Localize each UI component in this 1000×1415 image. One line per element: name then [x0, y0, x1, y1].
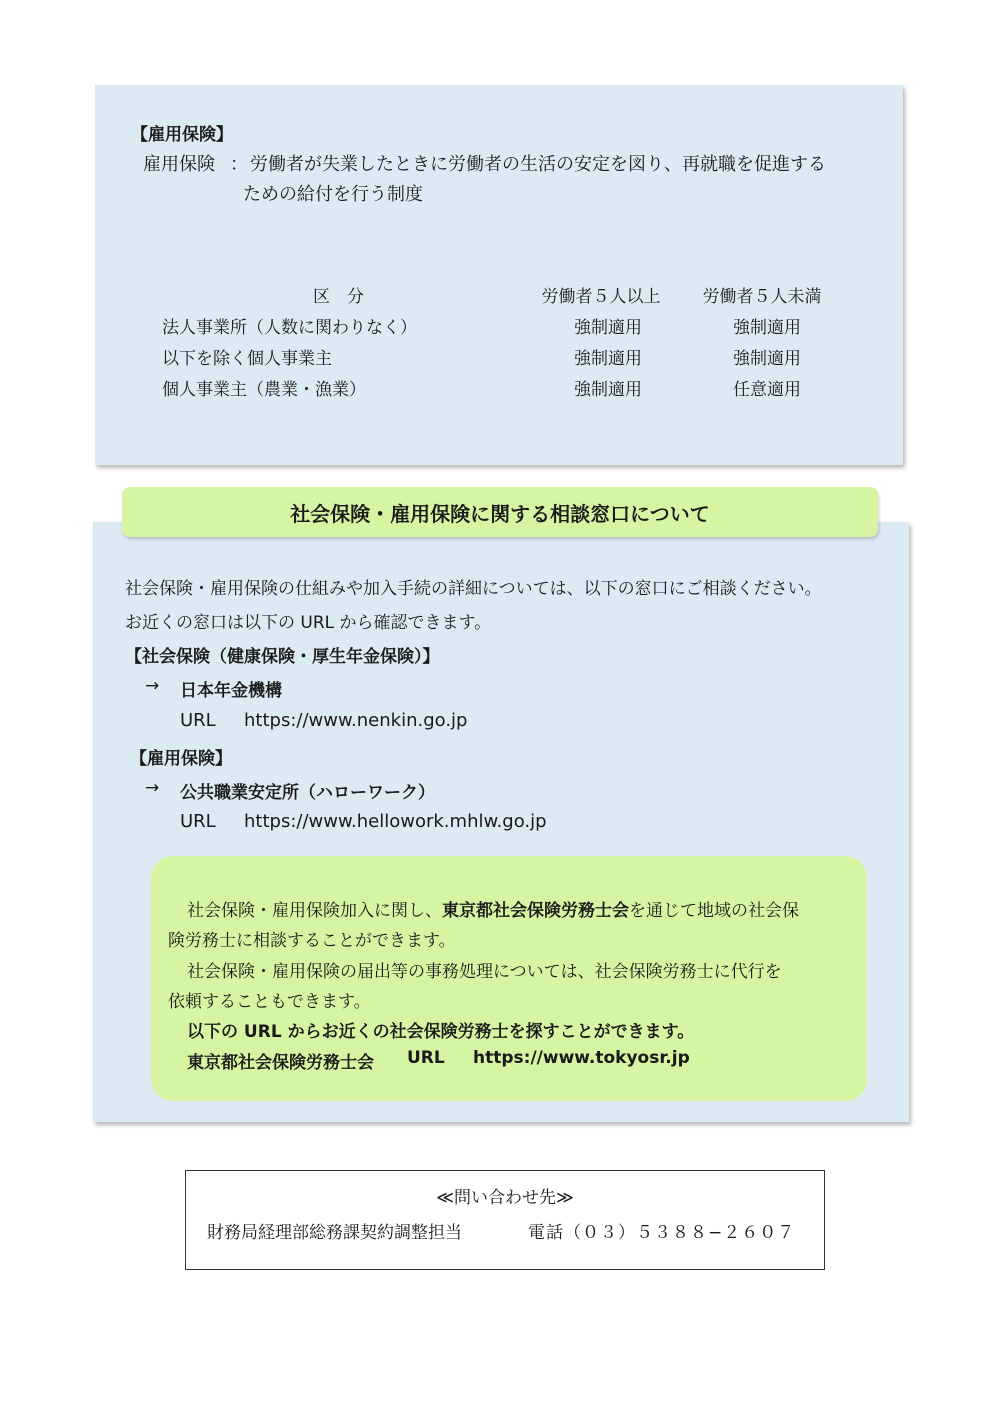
table-cell: 強制適用 [733, 349, 801, 369]
definition-colon: ： [230, 154, 248, 175]
sr-text: を通じて地域の社会保 [629, 901, 799, 921]
hellowork-url-link[interactable]: https://www.hellowork.mhlw.go.jp [244, 811, 547, 832]
sr-url-link[interactable]: https://www.tokyosr.jp [473, 1048, 690, 1068]
sr-url-label: URL [407, 1048, 445, 1068]
definition-line-1: 労働者が失業したときに労働者の生活の安定を図り、再就職を促進する [250, 154, 826, 175]
table-header-5-or-more: 労働者５人以上 [541, 287, 661, 307]
table-cell: 強制適用 [574, 318, 642, 338]
table-row-label: 個人事業主（農業・漁業） [162, 380, 366, 400]
sr-paragraph-1-line-2: 険労務士に相談することができます。 [168, 931, 456, 951]
consultation-title: 社会保険・雇用保険に関する相談窓口について [122, 487, 878, 537]
consultation-intro-1: 社会保険・雇用保険の仕組みや加入手続の詳細については、以下の窓口にご相談ください。 [125, 579, 822, 599]
arrow-icon: → [145, 676, 160, 696]
employment-insurance-subheading: 【雇用保険】 [130, 749, 232, 769]
sr-association-name-bold: 東京都社会保険労務士会 [187, 1053, 374, 1073]
contact-phone: 電話（０３）５３８８−２６０７ [528, 1223, 796, 1243]
sr-association-name: 東京都社会保険労務士会 [442, 901, 629, 921]
table-header-category: 区 分 [313, 287, 364, 307]
hellowork-url-label: URL [180, 811, 216, 832]
definition-term: 雇用保険 [143, 154, 215, 175]
nenkin-url-link[interactable]: https://www.nenkin.go.jp [244, 710, 468, 731]
employment-insurance-heading: 【雇用保険】 [131, 125, 233, 145]
contact-department: 財務局経理部総務課契約調整担当 [207, 1223, 462, 1243]
table-header-under-5: 労働者５人未満 [702, 287, 822, 307]
definition-line-2: ための給付を行う制度 [243, 184, 423, 205]
sr-paragraph-2-line-2: 依頼することもできます。 [168, 992, 371, 1012]
table-cell: 強制適用 [733, 318, 801, 338]
sr-search-notice: 以下の URL からお近くの社会保険労務士を探すことができます。 [187, 1022, 695, 1042]
nenkin-url-label: URL [180, 710, 216, 731]
table-row-label: 法人事業所（人数に関わりなく） [162, 318, 417, 338]
social-insurance-heading: 【社会保険（健康保険・厚生年金保険）】 [125, 647, 440, 667]
table-cell: 強制適用 [574, 380, 642, 400]
sr-paragraph-1-line-1 [187, 896, 799, 921]
table-cell: 任意適用 [733, 380, 801, 400]
hellowork-org-name: 公共職業安定所（ハローワーク） [180, 783, 435, 803]
nenkin-org-name: 日本年金機構 [180, 681, 282, 701]
table-row-label: 以下を除く個人事業主 [162, 349, 332, 369]
table-cell: 強制適用 [574, 349, 642, 369]
sr-paragraph-2-line-1: 社会保険・雇用保険の届出等の事務処理については、社会保険労務士に代行を [187, 962, 782, 982]
arrow-icon: → [145, 778, 160, 798]
sr-text: 社会保険・雇用保険加入に関し、 [187, 901, 442, 921]
contact-title: ≪問い合わせ先≫ [436, 1188, 574, 1208]
consultation-intro-2: お近くの窓口は以下の URL から確認できます。 [125, 613, 492, 633]
